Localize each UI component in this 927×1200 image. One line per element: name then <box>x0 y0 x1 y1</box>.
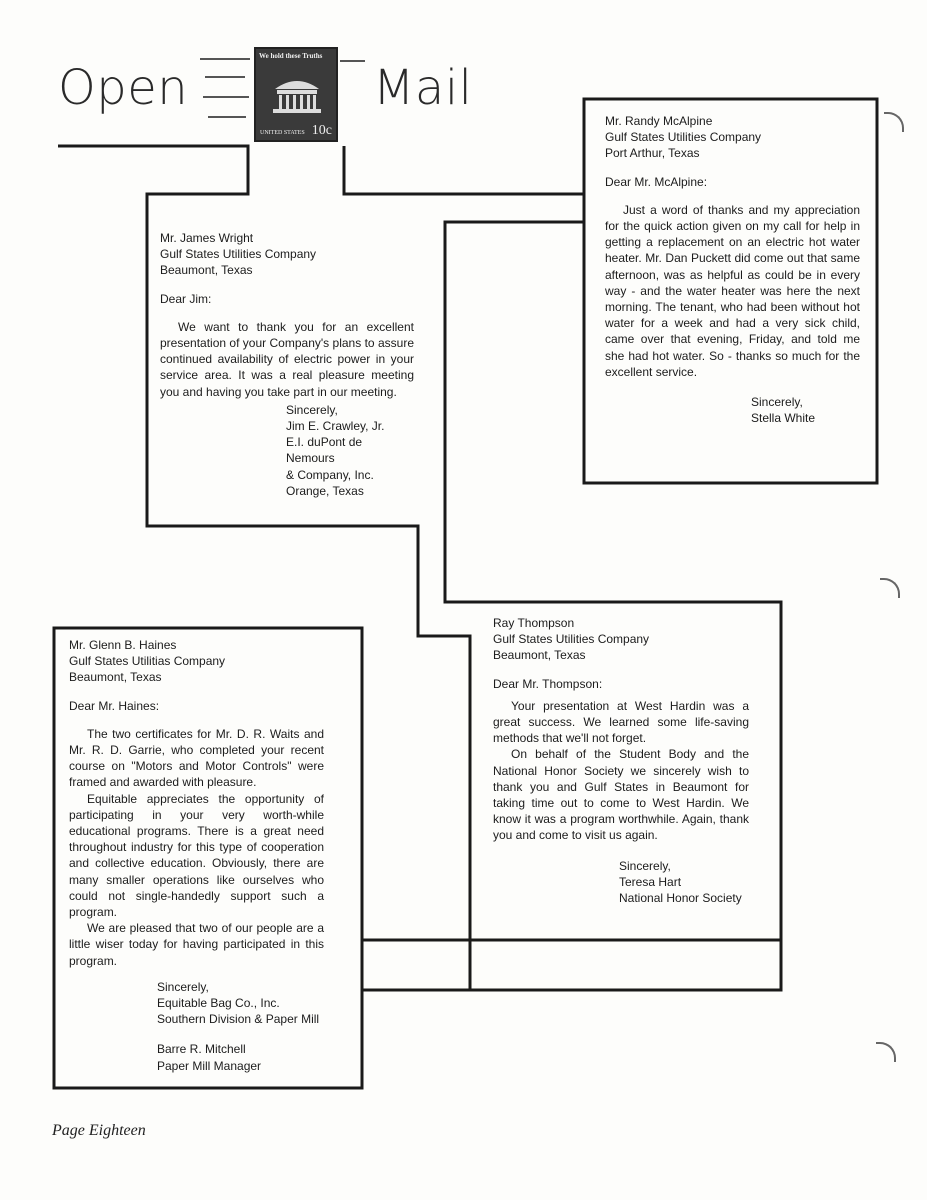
address-line: Gulf States Utilities Company <box>160 247 317 262</box>
page-number: Page Eighteen <box>52 1122 146 1139</box>
letter-salutation: Dear Mr. McAlpine: <box>605 174 708 189</box>
letter-paragraph: We are pleased that two of our people are a little wiser today for having participated in this program. <box>69 921 324 968</box>
stamp-value: 10c <box>311 123 332 138</box>
letter-closing <box>751 394 860 426</box>
closing-line: Equitable Bag Co., Inc. <box>157 996 280 1011</box>
cancellation-mark <box>203 96 249 98</box>
address-line: Mr. Glenn B. Haines <box>69 638 177 652</box>
letter-salutation: Dear Jim: <box>160 291 212 306</box>
letter-mcalpine <box>605 113 860 426</box>
cancellation-mark <box>200 58 250 60</box>
closing-line: Sincerely, <box>751 395 803 410</box>
letter-thompson <box>493 615 749 906</box>
closing-line: & Company, Inc. <box>286 467 374 482</box>
closing-line: Stella White <box>751 411 816 426</box>
title-mail: Mail <box>373 60 473 116</box>
address-line: Beaumont, Texas <box>493 648 586 663</box>
closing-line: Orange, Texas <box>286 483 364 498</box>
signer-title: Paper Mill Manager <box>157 1058 262 1073</box>
stamp-motto: We hold these Truths <box>259 52 323 60</box>
letter-closing <box>157 979 324 1074</box>
address-line: Mr. Randy McAlpine <box>605 114 713 128</box>
letter-closing <box>619 858 749 907</box>
title-open: Open <box>58 60 189 116</box>
cancellation-mark <box>340 60 365 62</box>
closing-line: Southern Division & Paper Mill <box>157 1012 320 1027</box>
closing-line: Sincerely, <box>157 979 209 994</box>
letter-wright <box>160 230 414 499</box>
closing-line: E.I. duPont de Nemours <box>286 435 363 466</box>
jefferson-memorial-icon <box>267 71 327 115</box>
letter-paragraph: We want to thank you for an excellent presentation of your Company's plans to assure continued availability of electric power in your service area. It was a real pleasure meeting you and having you take part in our meeting. <box>160 319 414 399</box>
address-line: Gulf States Utilities Company <box>605 130 762 145</box>
closing-line: Jim E. Crawley, Jr. <box>286 419 385 434</box>
letter-body <box>160 319 414 400</box>
stamp-country: UNITED STATES <box>260 130 305 136</box>
letter-salutation: Dear Mr. Haines: <box>69 698 160 713</box>
letter-closing <box>286 402 414 499</box>
letter-salutation: Dear Mr. Thompson: <box>493 676 603 691</box>
letter-address <box>160 230 414 279</box>
letter-body <box>493 698 749 844</box>
address-line: Ray Thompson <box>493 616 575 630</box>
letter-address <box>605 113 860 162</box>
cancellation-mark <box>205 76 245 78</box>
letter-body <box>605 202 860 380</box>
address-line: Beaumont, Texas <box>69 670 162 685</box>
letter-paragraph: Your presentation at West Hardin was a great success. We learned some life-saving methods that we'll not forget. <box>493 698 749 746</box>
address-line: Mr. James Wright <box>160 231 254 245</box>
closing-line: Teresa Hart <box>619 874 682 889</box>
address-line: Port Arthur, Texas <box>605 146 700 161</box>
letter-paragraph: Just a word of thanks and my appreciation for the quick action given on my call for help in getting a replacement on an electric hot water heater. Mr. Dan Puckett did come out that same afternoon, was as helpful as could be in every way - and the water heater was here the next morning. The tenant, who had been without hot water for a week and had a very sick child, came over that evening, Friday, and told me she had hot water. So - thanks so much for the excellent service. <box>605 202 860 379</box>
letter-haines <box>69 637 324 1074</box>
closing-line: National Honor Society <box>619 891 742 906</box>
postage-stamp <box>254 47 338 142</box>
address-line: Gulf States Utilitias Company <box>69 654 226 669</box>
letter-body <box>69 726 324 969</box>
address-line: Beaumont, Texas <box>160 263 253 278</box>
address-line: Gulf States Utilities Company <box>493 632 650 647</box>
letter-paragraph: The two certificates for Mr. D. R. Waits and Mr. R. D. Garrie, who completed your recent course on "Motors and Motor Controls" were framed and awarded with pleasure. <box>69 726 324 790</box>
cancellation-mark <box>208 116 246 118</box>
letter-address <box>493 615 749 664</box>
signer-name: Barre R. Mitchell <box>157 1042 246 1057</box>
letter-paragraph: Equitable appreciates the opportunity of participating in your very worth-while educational programs. There is a great need throughout industry for this type of cooperation and collective education. Obviously, there are many smaller operations like ourselves who could not single-handedly support such a program. <box>69 791 324 920</box>
closing-line: Sincerely, <box>619 858 671 873</box>
letter-paragraph: On behalf of the Student Body and the National Honor Society we sincerely wish to thank you and Gulf States in Beaumont for taking time out to come to West Hardin. We know it was a program worthwhile. Again, thank you and come to visit us again. <box>493 747 749 843</box>
letter-address <box>69 637 324 686</box>
closing-line: Sincerely, <box>286 402 338 417</box>
